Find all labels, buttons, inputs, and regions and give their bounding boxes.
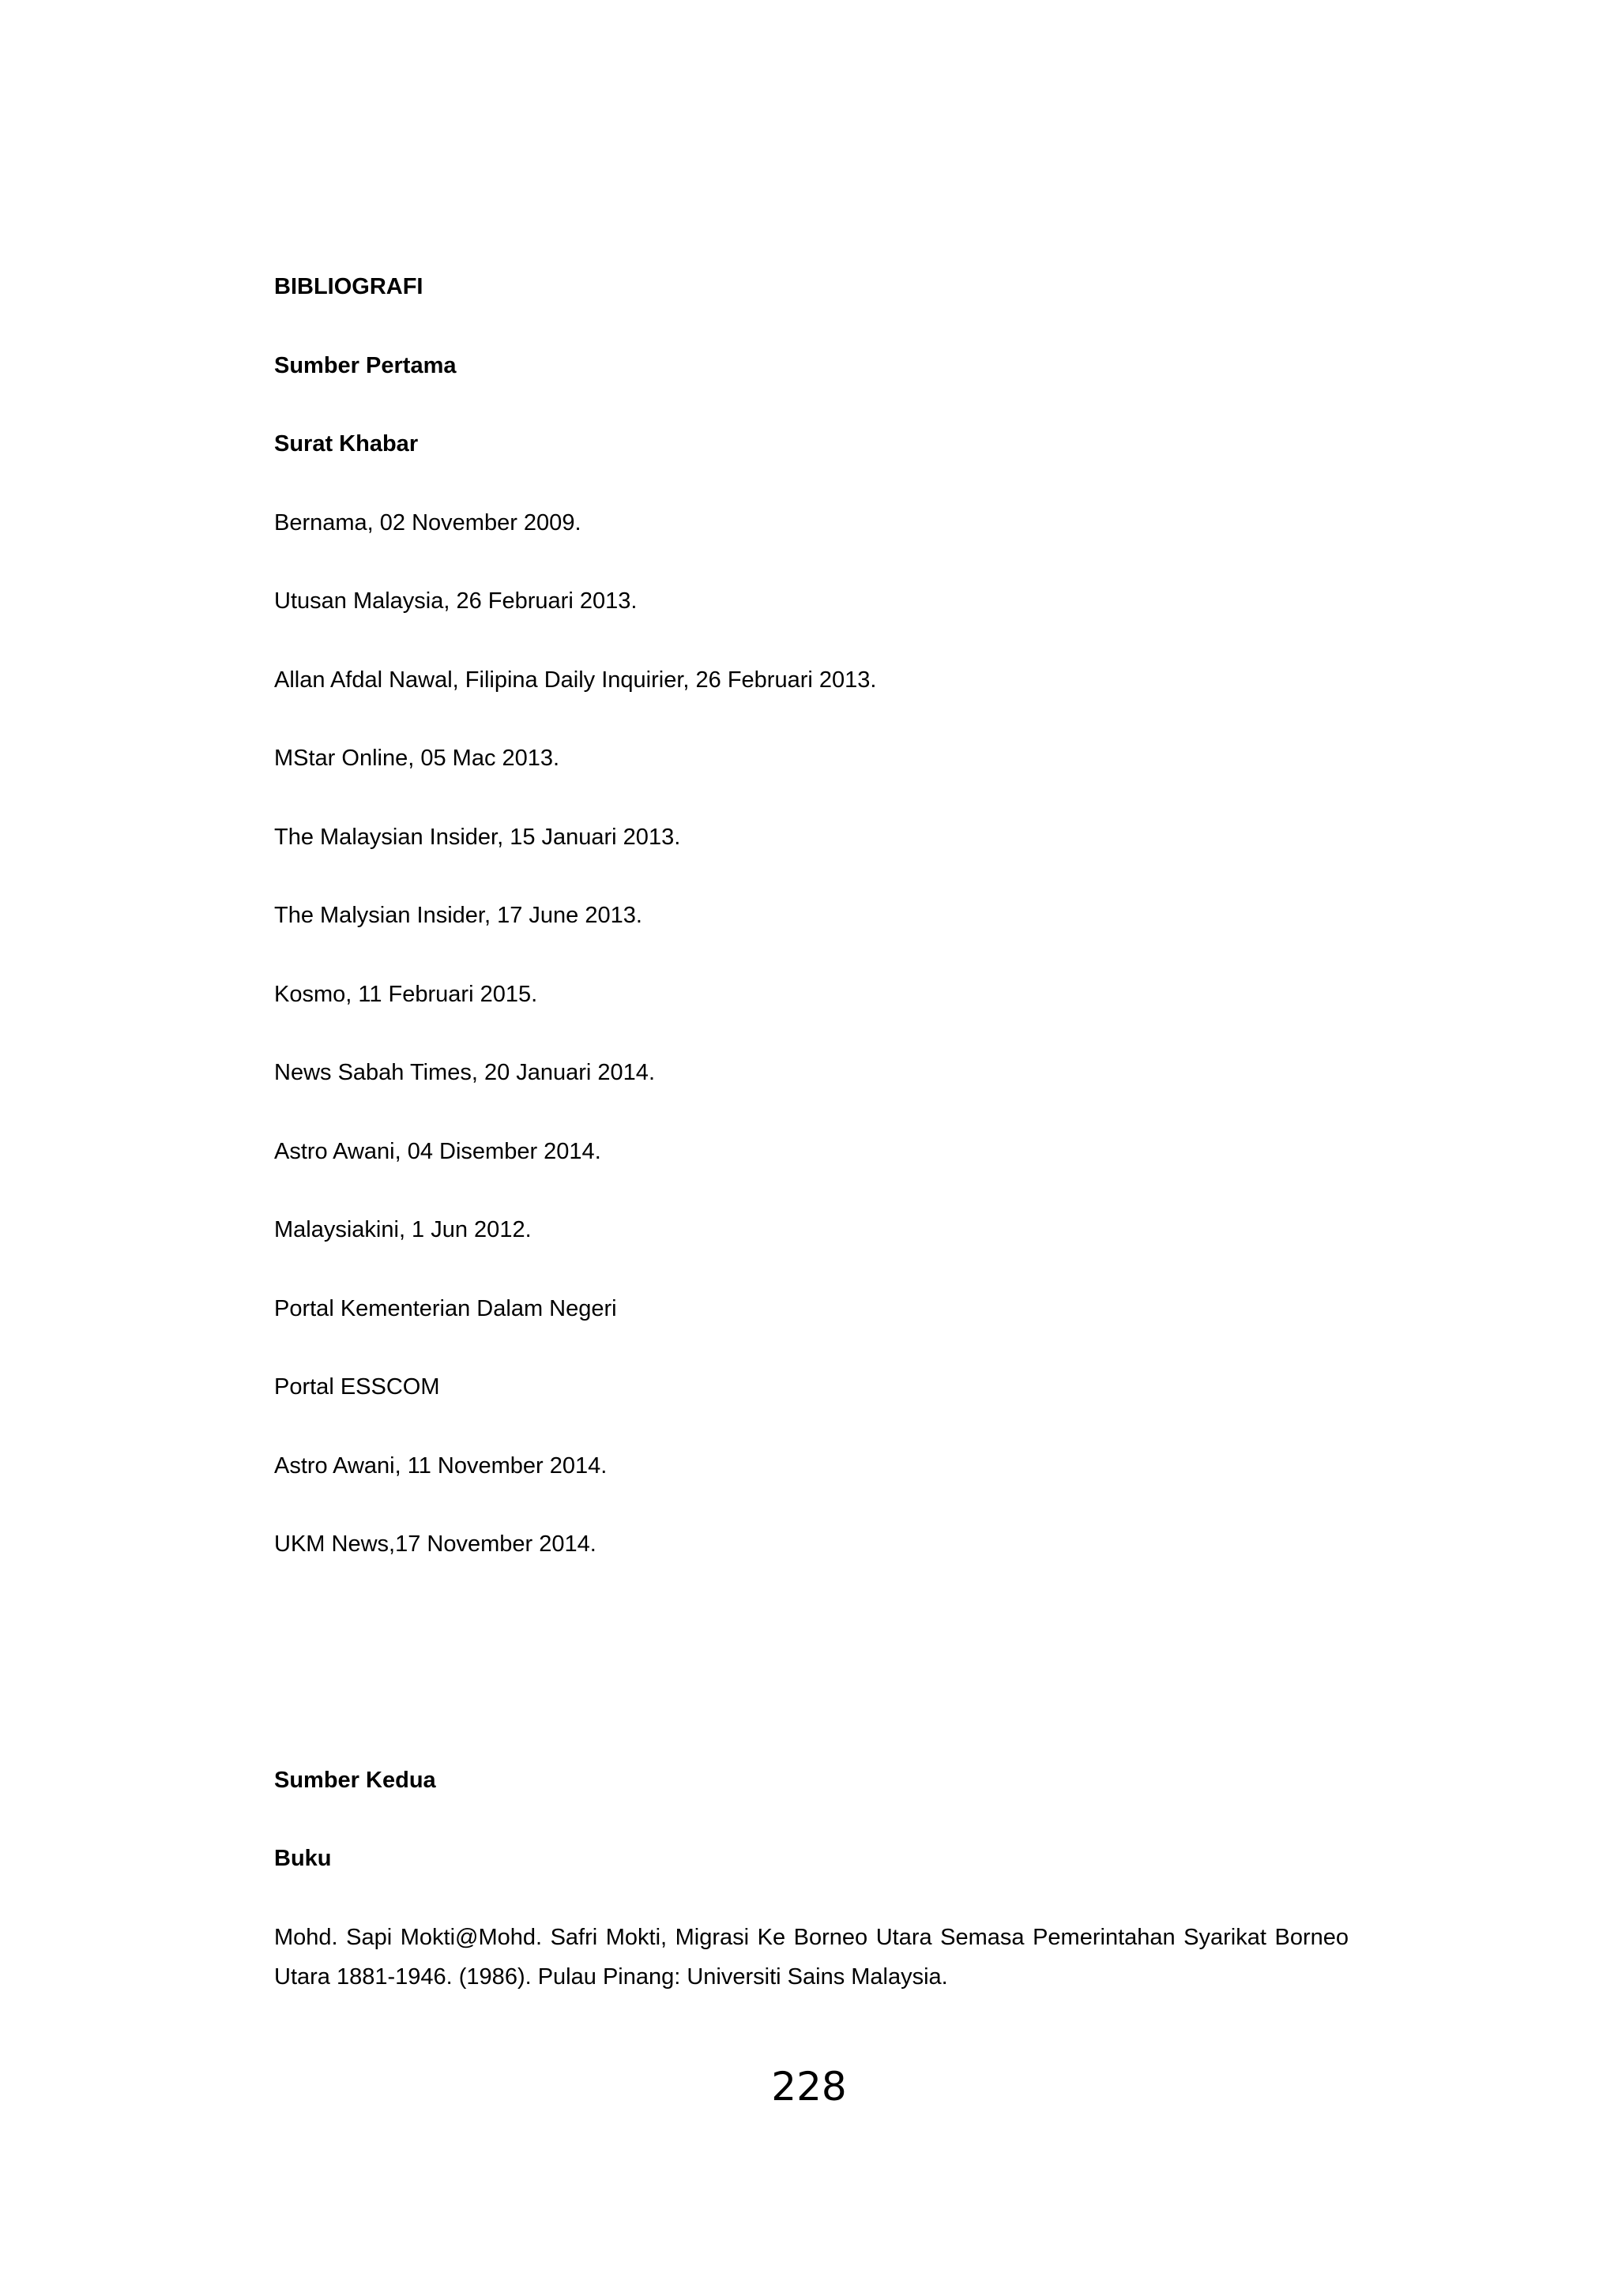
newspaper-entry: Astro Awani, 04 Disember 2014. xyxy=(274,1139,601,1164)
newspaper-entry: Kosmo, 11 Februari 2015. xyxy=(274,982,538,1007)
newspaper-entry: Bernama, 02 November 2009. xyxy=(274,510,581,535)
book-heading: Buku xyxy=(274,1846,332,1871)
newspaper-entry: Allan Afdal Nawal, Filipina Daily Inquirier, 26 Februari 2013. xyxy=(274,667,877,693)
newspaper-entry: The Malysian Insider, 17 June 2013. xyxy=(274,903,642,928)
document-page xyxy=(274,0,1349,2296)
newspaper-heading: Surat Khabar xyxy=(274,431,419,457)
newspaper-entry: News Sabah Times, 20 Januari 2014. xyxy=(274,1060,655,1085)
newspaper-entry: MStar Online, 05 Mac 2013. xyxy=(274,746,560,771)
newspaper-entry: UKM News,17 November 2014. xyxy=(274,1531,596,1557)
page-number: 228 xyxy=(771,2064,847,2110)
newspaper-entry: The Malaysian Insider, 15 Januari 2013. xyxy=(274,825,681,850)
secondary-sources-heading: Sumber Kedua xyxy=(274,1768,436,1793)
newspaper-entry: Utusan Malaysia, 26 Februari 2013. xyxy=(274,588,638,614)
bibliography-title: BIBLIOGRAFI xyxy=(274,274,423,299)
newspaper-entry: Astro Awani, 11 November 2014. xyxy=(274,1453,608,1479)
primary-sources-heading: Sumber Pertama xyxy=(274,353,457,378)
newspaper-entry: Malaysiakini, 1 Jun 2012. xyxy=(274,1217,532,1242)
book-entry: Mohd. Sapi Mokti@Mohd. Safri Mokti, Migrasi Ke Borneo Utara Semasa Pemerintahan Syarikat Borneo Utara 1881-1946. (1986). Pulau Pinang: Universiti Sains Malaysia. xyxy=(274,1925,1349,1990)
newspaper-entry: Portal ESSCOM xyxy=(274,1374,440,1400)
newspaper-entry: Portal Kementerian Dalam Negeri xyxy=(274,1296,617,1321)
